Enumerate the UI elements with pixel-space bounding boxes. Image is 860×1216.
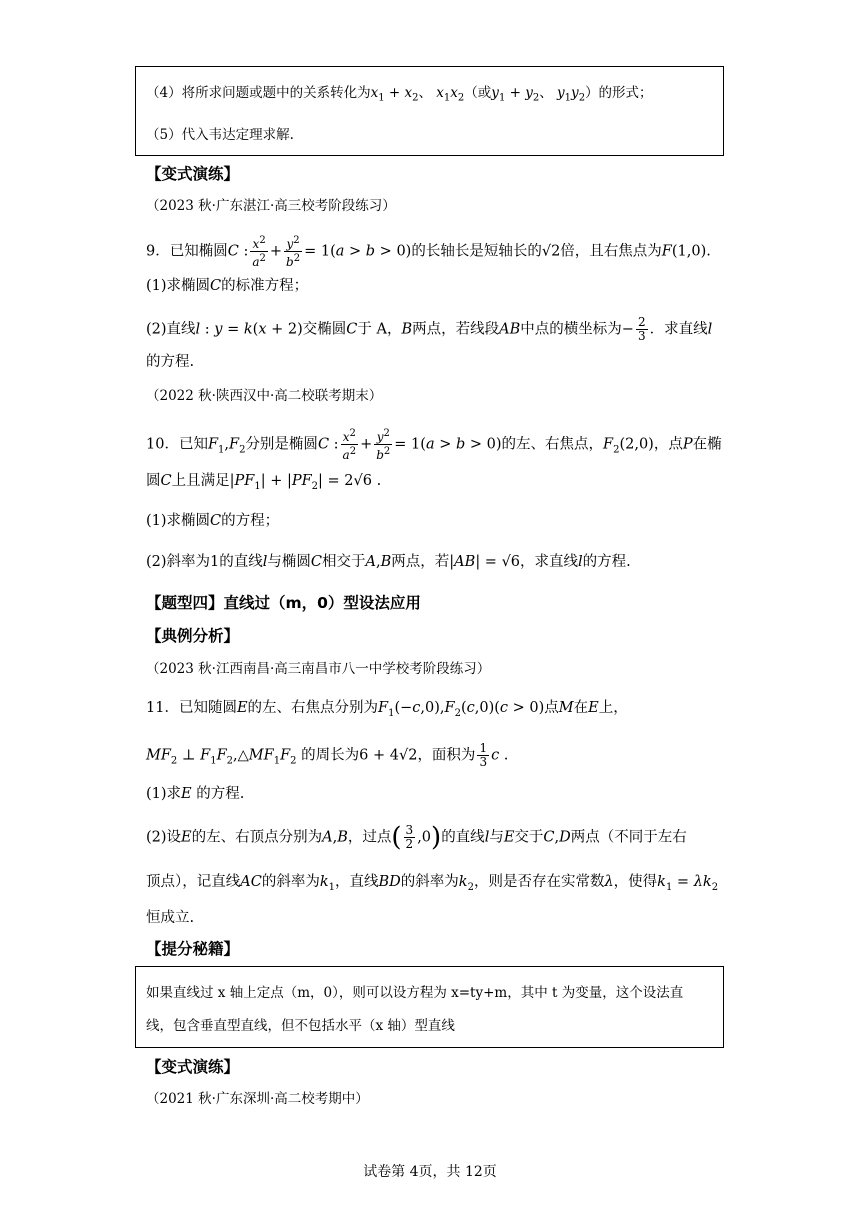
section-tips: 【提分秘籍】 (146, 940, 240, 958)
section-variant-practice-2: 【变式演练】 (146, 1058, 240, 1076)
problem-10-source: （2022 秋·陕西汉中·高二校联考期末） (146, 388, 383, 404)
section-example-analysis: 【典例分析】 (146, 627, 240, 645)
problem-11-question-2: (2)设E的左、右顶点分别为A,B，过点( $\frac{3}{2}$ ,0)的直线l与E交于C,D两点（不同于左右 (146, 822, 687, 853)
section-type-4: 【题型四】直线过（m，0）型设法应用 (146, 594, 421, 612)
problem-9-source: （2023 秋·广东湛江·高三校考阶段练习） (146, 198, 396, 214)
problem-12-source: （2021 秋·广东深圳·高二校考期中） (146, 1091, 369, 1107)
problem-9-question-1: (1)求椭圆C的标准方程； (146, 278, 309, 294)
method-step-5: （5）代入韦达定理求解. (146, 127, 294, 143)
problem-11-question-1: (1)求E 的方程. (146, 786, 245, 802)
problem-11-source: （2023 秋·江西南昌·高三南昌市八一中学校考阶段练习） (146, 661, 491, 677)
problem-11-question-2-line-2: 顶点），记直线AC的斜率为$k_1$，直线BD的斜率为$k_2$，则是否存在实常数λ，使得$k_1 = \lambda k_2$ (146, 874, 719, 893)
problem-9-question-2: (2)直线l : y = k(x + 2)交椭圆C于 A，B两点，若线段AB中点的横坐标为− $\frac{2}{3}$ ．求直线l (146, 315, 713, 343)
problem-9-question-2-tail: 的方程. (146, 354, 195, 370)
problem-10-stem: 10．已知$F_1,F_2$分别是椭圆C : $\frac{x^2}{a^2}$ + $\frac{y^2}{b^2}$ = 1(a > b > 0)的左、右焦点，$F_2(2,0)$，点P在椭 (146, 428, 722, 462)
problem-9-stem: 9．已知椭圆C : $\frac{x^2}{a^2}$ + $\frac{y^2}{b^2}$ = 1(a > b > 0)的长轴长是短轴长的√2倍，且右焦点为F(1,0). (146, 235, 711, 269)
tips-line-1: 如果直线过 x 轴上定点（m，0），则可以设方程为 x=ty+m，其中 t 为变量，这个设法直 (146, 985, 684, 1001)
tips-line-2: 线，包含垂直型直线，但不包括水平（x 轴）型直线 (146, 1018, 455, 1034)
problem-11-stem: 11．已知随圆E的左、右焦点分别为$F_1(-c,0),F_2(c,0)(c > 0)$点M在E上， (146, 700, 628, 719)
problem-11-stem-line-2: $MF_2$ ⊥ $F_1F_2,\triangle MF_1F_2$ 的周长为6 + 4√2，面积为 $\frac{1}{3}$ c . (146, 741, 509, 769)
page-footer: 试卷第 4页，共 12页 (363, 1164, 497, 1180)
section-variant-practice: 【变式演练】 (146, 165, 240, 183)
problem-10-question-2: (2)斜率为1的直线l与椭圆C相交于A,B两点，若|AB| = √6，求直线l的方程. (146, 554, 631, 570)
problem-11-question-2-line-3: 恒成立. (146, 910, 195, 926)
problem-10-question-1: (1)求椭圆C的方程； (146, 513, 280, 529)
method-step-4: （4）将所求问题或题中的关系转化为$x_1 + x_2$、 $x_1x_2$（或$y_1 + y_2$、 $y_1y_2$）的形式； (146, 85, 653, 104)
problem-10-stem-line-2: 圆C上且满足$|PF_1| + |PF_2| = 2√6$ . (146, 473, 382, 492)
